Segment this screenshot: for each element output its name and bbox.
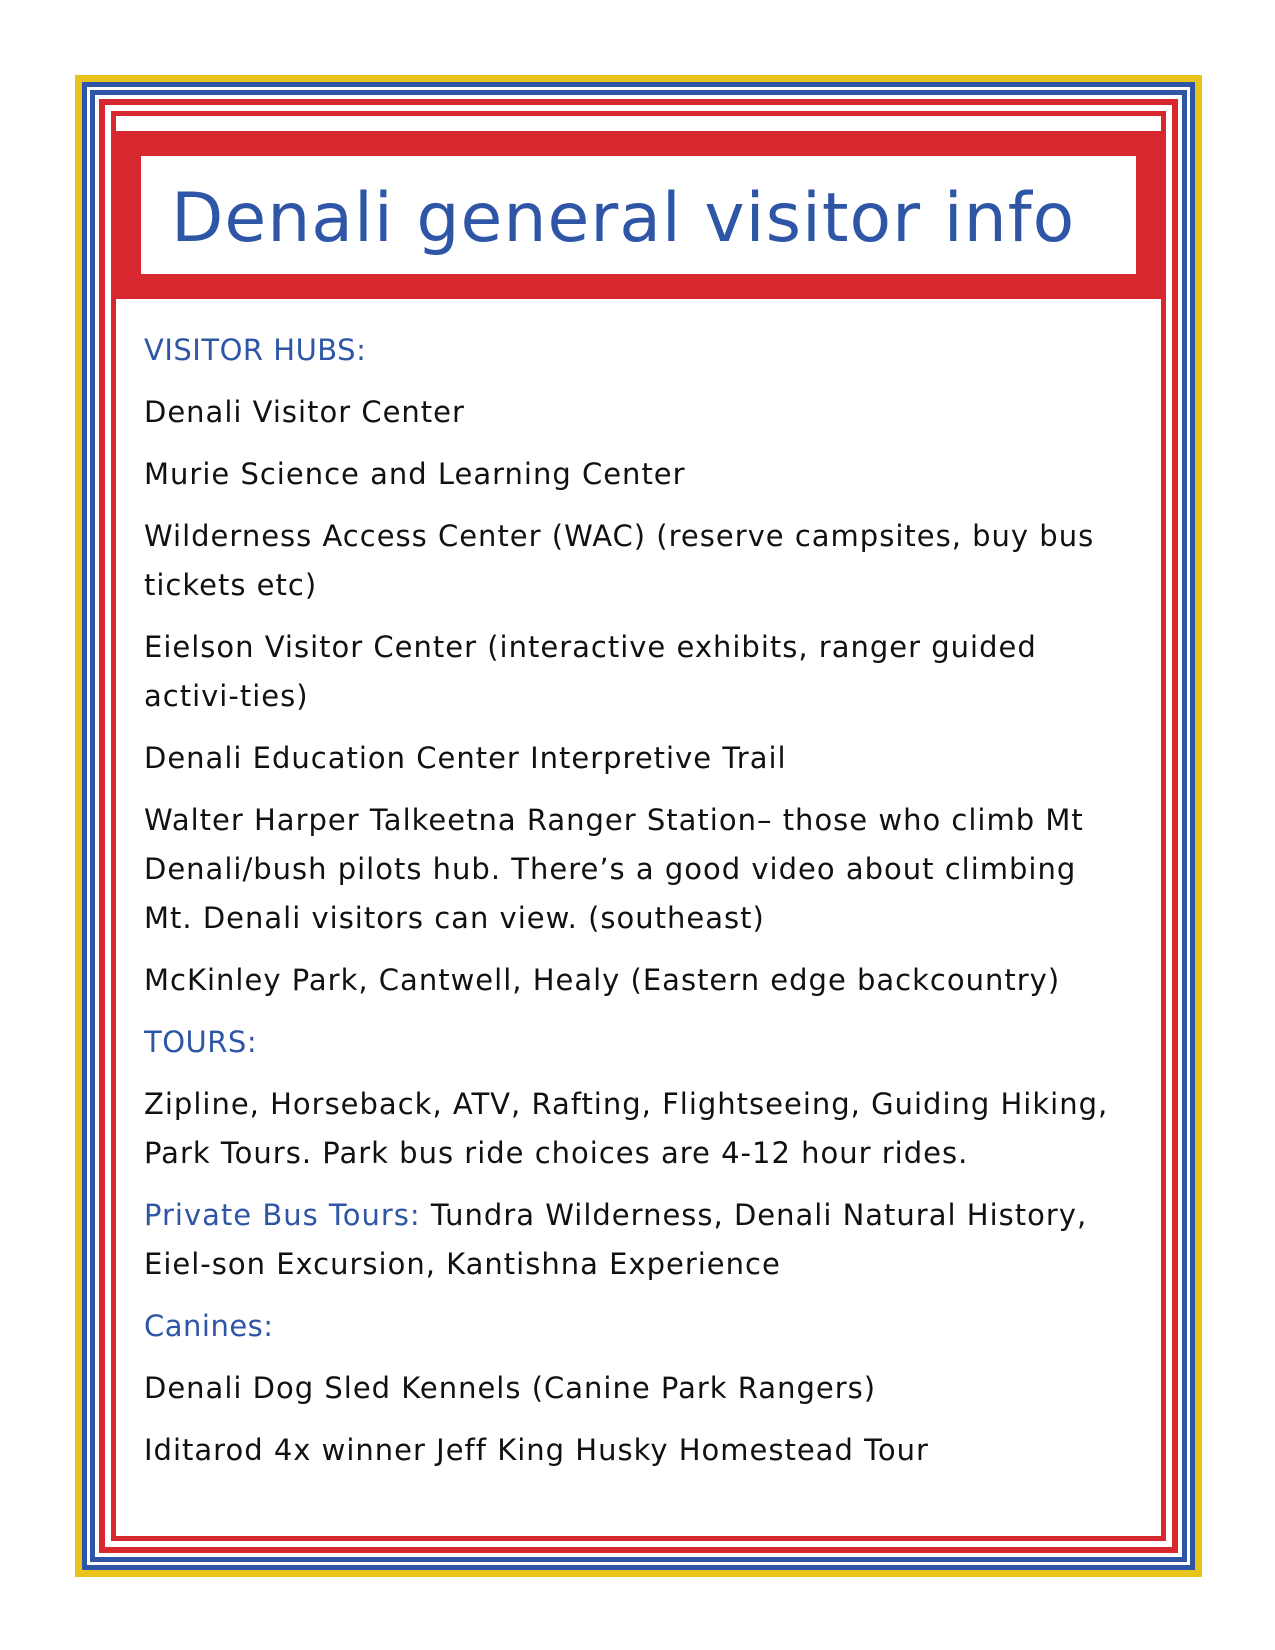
content bbox=[144, 326, 1134, 1488]
tours-heading: TOURS: bbox=[144, 1025, 258, 1059]
list-item: Iditarod 4x winner Jeff King Husky Homestead Tour bbox=[144, 1433, 929, 1467]
page-title: Denali general visitor info bbox=[171, 178, 1076, 258]
private-bus-tours-label: Private Bus Tours: bbox=[144, 1198, 421, 1232]
list-item: Denali Dog Sled Kennels (Canine Park Rangers) bbox=[144, 1371, 877, 1405]
canines-heading: Canines: bbox=[144, 1309, 274, 1343]
private-bus-tours-item bbox=[144, 1191, 1134, 1289]
title-box bbox=[141, 156, 1136, 274]
list-item: Murie Science and Learning Center bbox=[144, 457, 686, 491]
title-banner bbox=[116, 131, 1161, 299]
list-item: McKinley Park, Cantwell, Healy (Eastern edge backcountry) bbox=[144, 963, 1061, 997]
list-item: Zipline, Horseback, ATV, Rafting, Flightseeing, Guiding Hiking, Park Tours. Park bus ride choices are 4-12 hour rides. bbox=[144, 1087, 1109, 1170]
visitor-hubs-heading: VISITOR HUBS: bbox=[144, 333, 367, 367]
list-item: Denali Education Center Interpretive Trail bbox=[144, 741, 787, 775]
private-bus-tours-text: Tundra Wilderness, Denali Natural History, Eiel-son Excursion, Kantishna Experience bbox=[144, 1198, 1088, 1281]
list-item: Eielson Visitor Center (interactive exhibits, ranger guided activi-ties) bbox=[144, 630, 1037, 713]
list-item: Denali Visitor Center bbox=[144, 395, 465, 429]
list-item: Walter Harper Talkeetna Ranger Station– those who climb Mt Denali/bush pilots hub. There’s a good video about climbing Mt. Denali visitors can view. (southeast) bbox=[144, 803, 1084, 935]
list-item: Wilderness Access Center (WAC) (reserve campsites, buy bus tickets etc) bbox=[144, 519, 1095, 602]
